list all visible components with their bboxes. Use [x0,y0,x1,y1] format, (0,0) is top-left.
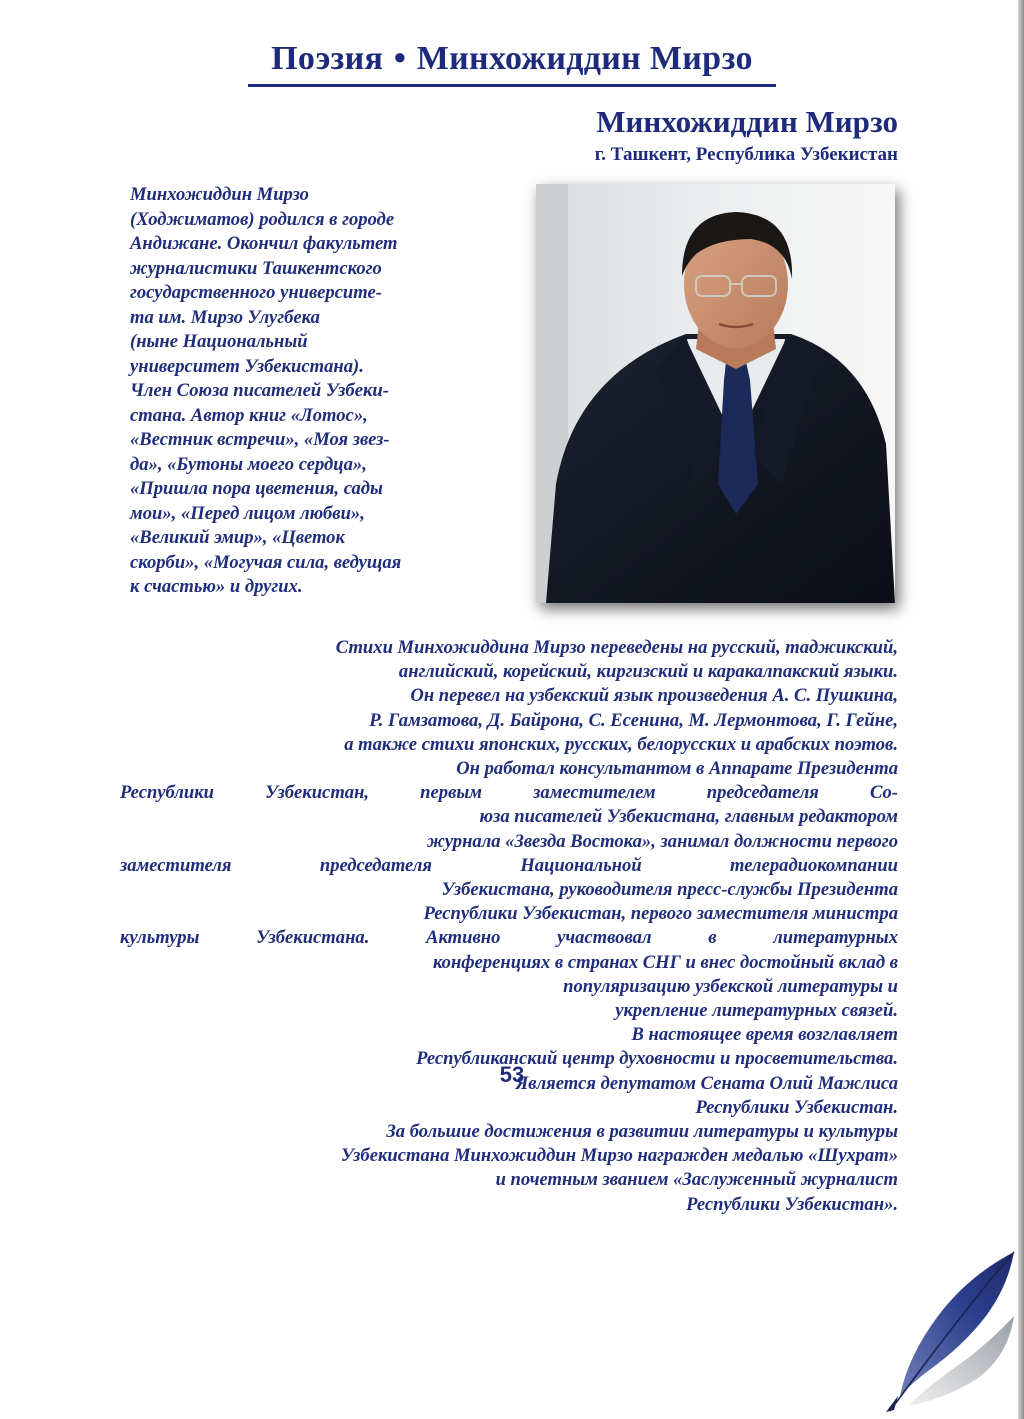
header-separator: ● [393,44,407,69]
body-line: культуры Узбекистана. Активно участвовал в литературных [120,927,898,949]
body-line: Узбекистана, руководителя пресс-службы Президента [441,879,898,901]
bio-line: да», «Бутоны моего сердца», [130,453,367,475]
author-location: г. Ташкент, Республика Узбекистан [594,144,898,165]
bio-line: (ныне Национальный [130,331,308,352]
author-portrait [536,184,895,603]
bio-line: университет Узбекистана). [130,355,364,377]
author-bio [130,183,520,600]
quill-icon [868,1246,1018,1416]
body-line: заместителя председателя Национальной телерадиокомпании [120,854,898,876]
body-line: английский, корейский, киргизский и каракалпакский языки. [398,661,898,683]
bio-line: «Великий эмир», «Цветок [130,527,345,548]
body-line: укрепление литературных связей. [615,1000,898,1022]
bio-line: «Вестник встречи», «Моя звез- [130,429,390,450]
body-line: конференциях в странах СНГ и внес достойный вклад в [432,951,898,973]
bio-line: мои», «Перед лицом любви», [130,502,365,524]
body-line: В настоящее время возглавляет [631,1024,898,1046]
body-line: журнала «Звезда Востока», занимал должности первого [427,830,898,852]
header-author: Минхожиддин Мирзо [416,40,753,77]
body-line: Республики Узбекистан». [686,1193,898,1215]
body-line: и почетным званием «Заслуженный журналист [495,1169,898,1191]
body-line: Республиканский центр духовности и просветительства. [416,1048,898,1070]
body-line: Узбекистана Минхожиддин Мирзо награжден медалью «Шухрат» [340,1145,898,1167]
author-name: Минхожиддин Мирзо [596,104,898,139]
bio-line: к счастью» и других. [130,576,303,597]
body-line: Республики Узбекистан, первого заместителя министра [423,903,898,925]
body-line: Р. Гамзатова, Д. Байрона, С. Есенина, М. Лермонтова, Г. Гейне, [369,709,898,731]
bio-line: Андижане. Окончил факультет [130,233,398,254]
bio-line: та им. Мирзо Улугбека [130,306,320,328]
bio-line: «Пришла пора цветения, сады [130,478,383,499]
section-label: Поэзия [271,40,384,77]
body-line: юза писателей Узбекистана, главным редактором [479,806,898,828]
bio-line: государственного университе- [130,282,382,303]
page-number: 53 [499,1062,525,1087]
header-underline [248,84,776,87]
body-line: За большие достижения в развитии литературы и культуры [386,1121,898,1143]
bio-line: Член Союза писателей Узбеки- [130,380,389,401]
body-line: Республики Узбекистан. [695,1096,898,1118]
section-header [0,40,1024,78]
bio-line: журналистики Ташкентского [130,257,382,279]
bio-line: Минхожиддин Мирзо [130,184,309,205]
author-description [120,636,898,1217]
body-line: Стихи Минхожиддина Мирзо переведены на русский, таджикский, [335,637,898,658]
body-line: Является депутатом Сената Олий Мажлиса [515,1072,898,1094]
bio-line: (Ходжиматов) родился в городе [130,208,395,230]
body-line: Республики Узбекистан, первым заместителем председателя Со- [120,782,898,804]
bio-line: стана. Автор книг «Лотос», [130,404,368,426]
body-line: Он работал консультантом в Аппарате Президента [456,758,898,780]
page-edge [1018,0,1024,1419]
body-line: популяризацию узбекской литературы и [563,975,898,997]
bio-line: скорби», «Могучая сила, ведущая [130,551,402,573]
body-line: Он перевел на узбекский язык произведения А. С. Пушкина, [410,685,898,707]
body-line: а также стихи японских, русских, белорусских и арабских поэтов. [344,733,898,755]
